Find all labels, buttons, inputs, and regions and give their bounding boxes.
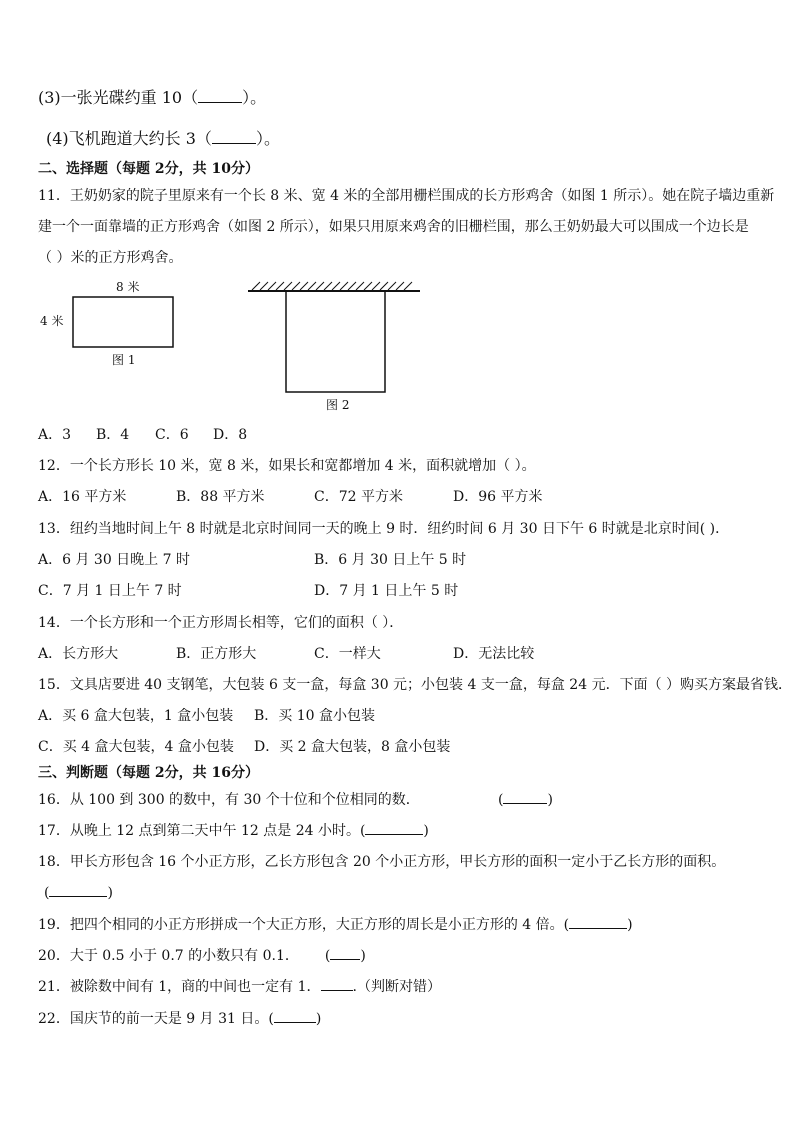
q20-close: ): [360, 948, 366, 964]
q18-open: (: [44, 885, 50, 901]
q19-close: ): [627, 917, 633, 933]
q13-stem: 13．纽约当地时间上午 8 时就是北京时间同一天的晚上 9 时．纽约时间 6 月 30 日下午 6 时就是北京时间( )．: [38, 521, 730, 537]
q20: [38, 947, 366, 965]
fig1-side-label: 4 米: [40, 314, 64, 328]
answer-blank[interactable]: [198, 90, 242, 103]
fig1-rectangle: [73, 297, 173, 347]
q21-text: 21．被除数中间有 1，商的中间也一定有 1．: [38, 979, 321, 995]
q13-option-b[interactable]: B．6 月 30 日上午 5 时: [314, 552, 467, 568]
q15-option-d[interactable]: D．买 2 盒大包装，8 盒小包装: [254, 739, 451, 755]
q14-option-b[interactable]: B．正方形大: [176, 646, 257, 662]
q15-option-b[interactable]: B．买 10 盒小包装: [254, 708, 376, 724]
q14-option-a[interactable]: A．长方形大: [38, 646, 119, 662]
answer-blank[interactable]: [321, 978, 353, 991]
q19: [38, 916, 633, 934]
section-title-judge: 三、判断题（每题 2分，共 16分）: [38, 765, 259, 781]
q22-close: ): [315, 1011, 322, 1027]
q20-open: (: [324, 948, 331, 964]
q19-text: 19．把四个相同的小正方形拼成一个大正方形，大正方形的周长是小正方形的 4 倍。(: [38, 917, 570, 933]
q16-answer: [498, 791, 553, 809]
q13-option-c[interactable]: C．7 月 1 日上午 7 时: [38, 583, 182, 599]
q18-text: 18．甲长方形包含 16 个小正方形，乙长方形包含 20 个小正方形，甲长方形的面积一定小于乙长方形的面积。: [38, 854, 726, 870]
q12-stem: 12．一个长方形长 10 米，宽 8 米，如果长和宽都增加 4 米，面积就增加（ ）。: [38, 458, 536, 474]
q16-close: ): [547, 792, 553, 808]
figure-1: [36, 278, 186, 373]
q16-open: (: [498, 792, 504, 808]
q14-stem: 14．一个长方形和一个正方形周长相等，它们的面积（ ）．: [38, 615, 404, 631]
q12-option-b[interactable]: B．88 平方米: [176, 489, 265, 505]
q18-answer: [44, 884, 113, 902]
q12-option-c[interactable]: C．72 平方米: [314, 489, 403, 505]
q17-text: 17．从晚上 12 点到第二天中午 12 点是 24 小时。(: [38, 823, 366, 839]
q11-line1: 11．王奶奶家的院子里原来有一个长 8 米、宽 4 米的全部用栅栏围成的长方形鸡舍（如图 1 所示）。她在院子墙边重新: [38, 188, 775, 204]
q11-line3: （ ）米的正方形鸡舍。: [38, 250, 183, 266]
q13-option-d[interactable]: D．7 月 1 日上午 5 时: [314, 583, 459, 599]
section-title-choice: 二、选择题（每题 2分，共 10分）: [38, 161, 259, 177]
fill-item-3-text: (3)一张光碟约重 10（: [38, 88, 199, 107]
q12-option-a[interactable]: A．16 平方米: [38, 489, 127, 505]
q15-option-a[interactable]: A．买 6 盒大包装，1 盒小包装: [38, 708, 234, 724]
fig1-top-label: 8 米: [116, 280, 140, 294]
fig1-caption: 图 1: [112, 353, 136, 367]
q11-option-a[interactable]: A．3: [38, 427, 72, 443]
fill-item-3-suffix: ）。: [242, 88, 267, 107]
answer-blank[interactable]: [365, 822, 423, 835]
q11-option-b[interactable]: B．4: [96, 427, 130, 443]
q21-suffix: .（判断对错）: [352, 979, 441, 995]
q21: [38, 978, 441, 996]
q20-text: 20．大于 0.5 小于 0.7 的小数只有 0.1．: [38, 948, 299, 964]
q14-option-c[interactable]: C．一样大: [314, 646, 381, 662]
answer-blank[interactable]: [330, 947, 360, 960]
q13-option-a[interactable]: A．6 月 30 日晚上 7 时: [38, 552, 190, 568]
q16: [38, 791, 420, 809]
q11-line2: 建一个一面靠墙的正方形鸡舍（如图 2 所示），如果只用原来鸡舍的旧栅栏围，那么王奶奶最大可以围成一个边长是: [38, 219, 749, 235]
answer-blank[interactable]: [274, 1010, 316, 1023]
q16-text: 16．从 100 到 300 的数中，有 30 个十位和个位相同的数．: [38, 792, 420, 808]
fig2-square: [286, 291, 385, 392]
answer-blank[interactable]: [503, 791, 547, 804]
fill-item-3: [38, 88, 266, 108]
wall-hatching: [252, 282, 412, 290]
q14-option-d[interactable]: D．无法比较: [453, 646, 535, 662]
fill-item-4: [46, 129, 280, 149]
q18-close: ): [107, 885, 113, 901]
q11-option-d[interactable]: D．8: [213, 427, 248, 443]
q12-option-d[interactable]: D．96 平方米: [453, 489, 543, 505]
q15-option-c[interactable]: C．买 4 盒大包装，4 盒小包装: [38, 739, 234, 755]
q22: [38, 1010, 321, 1028]
fill-item-4-suffix: ）。: [255, 129, 280, 148]
answer-blank[interactable]: [212, 131, 256, 144]
q17: [38, 822, 429, 840]
answer-blank[interactable]: [49, 884, 107, 897]
q22-text: 22．国庆节的前一天是 9 月 31 日。(: [38, 1011, 274, 1027]
q11-option-c[interactable]: C．6: [155, 427, 189, 443]
q17-close: ): [423, 823, 429, 839]
fig2-caption: 图 2: [326, 398, 350, 412]
answer-blank[interactable]: [569, 916, 627, 929]
q15-stem: 15．文具店要进 40 支钢笔，大包装 6 支一盒，每盒 30 元；小包装 4 支一盒，每盒 24 元．下面（ ）购买方案最省钱．: [38, 677, 793, 693]
fill-item-4-text: (4)飞机跑道大约长 3（: [46, 129, 212, 148]
figure-2: [244, 280, 424, 414]
